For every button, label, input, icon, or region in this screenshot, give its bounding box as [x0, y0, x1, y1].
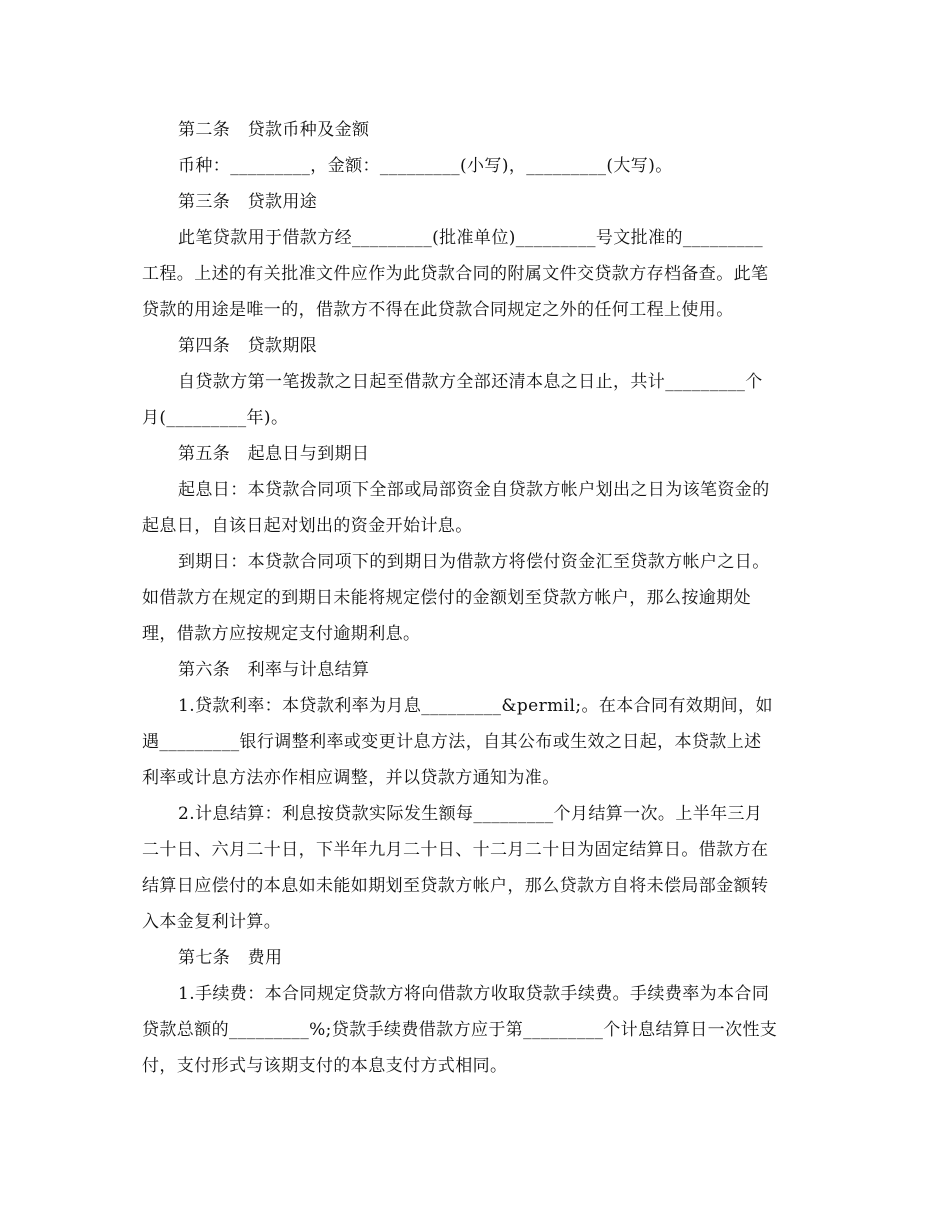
text-line: 1.贷款利率：本贷款利率为月息_________&permil;。在本合同有效期间，如 [178, 696, 773, 716]
text-line: 工程。上述的有关批准文件应作为此贷款合同的附属文件交贷款方存档备查。此笔 [142, 264, 769, 284]
text-line: 1.手续费：本合同规定贷款方将向借款方收取贷款手续费。手续费率为本合同 [178, 984, 770, 1004]
article-4-heading: 第四条 贷款期限 [178, 336, 318, 356]
article-7-heading: 第七条 费用 [178, 948, 283, 968]
article-3-heading: 第三条 贷款用途 [178, 192, 318, 212]
text-line: 如借款方在规定的到期日未能将规定偿付的金额划至贷款方帐户，那么按逾期处 [142, 588, 751, 608]
article-5-heading: 第五条 起息日与到期日 [178, 444, 370, 464]
text-line: 二十日、六月二十日，下半年九月二十日、十二月二十日为固定结算日。借款方在 [142, 840, 769, 860]
text-line: 遇_________银行调整利率或变更计息方法，自其公布或生效之日起，本贷款上述 [142, 732, 762, 752]
text-line: 贷款总额的_________%;贷款手续费借款方应于第_________个计息结算日一次性支 [142, 1020, 778, 1040]
article-2-heading: 第二条 贷款币种及金额 [178, 120, 370, 140]
text-line: 2.计息结算：利息按贷款实际发生额每_________个月结算一次。上半年三月 [178, 804, 763, 824]
currency-amount-line: 币种：_________，金额：_________(小写)，_________(大写)。 [178, 156, 673, 176]
text-line: 入本金复利计算。 [142, 912, 282, 932]
text-line: 付，支付形式与该期支付的本息支付方式相同。 [142, 1056, 508, 1076]
text-line: 利率或计息方法亦作相应调整，并以贷款方通知为准。 [142, 768, 560, 788]
text-line: 贷款的用途是唯一的，借款方不得在此贷款合同规定之外的任何工程上使用。 [142, 300, 734, 320]
article-6-heading: 第六条 利率与计息结算 [178, 660, 370, 680]
text-line: 到期日：本贷款合同项下的到期日为借款方将偿付资金汇至贷款方帐户之日。 [178, 552, 770, 572]
text-line: 结算日应偿付的本息如未能如期划至贷款方帐户，那么贷款方自将未偿局部金额转 [142, 876, 769, 896]
text-line: 自贷款方第一笔拨款之日起至借款方全部还清本息之日止，共计_________个 [178, 372, 763, 392]
text-line: 理，借款方应按规定支付逾期利息。 [142, 624, 421, 644]
text-line: 起息日：本贷款合同项下全部或局部资金自贷款方帐户划出之日为该笔资金的 [178, 480, 770, 500]
text-line: 此笔贷款用于借款方经_________(批准单位)_________号文批准的_________ [178, 228, 763, 248]
contract-text-body [142, 112, 814, 1084]
text-line: 月(_________年)。 [142, 408, 289, 428]
text-line: 起息日，自该日起对划出的资金开始计息。 [142, 516, 473, 536]
